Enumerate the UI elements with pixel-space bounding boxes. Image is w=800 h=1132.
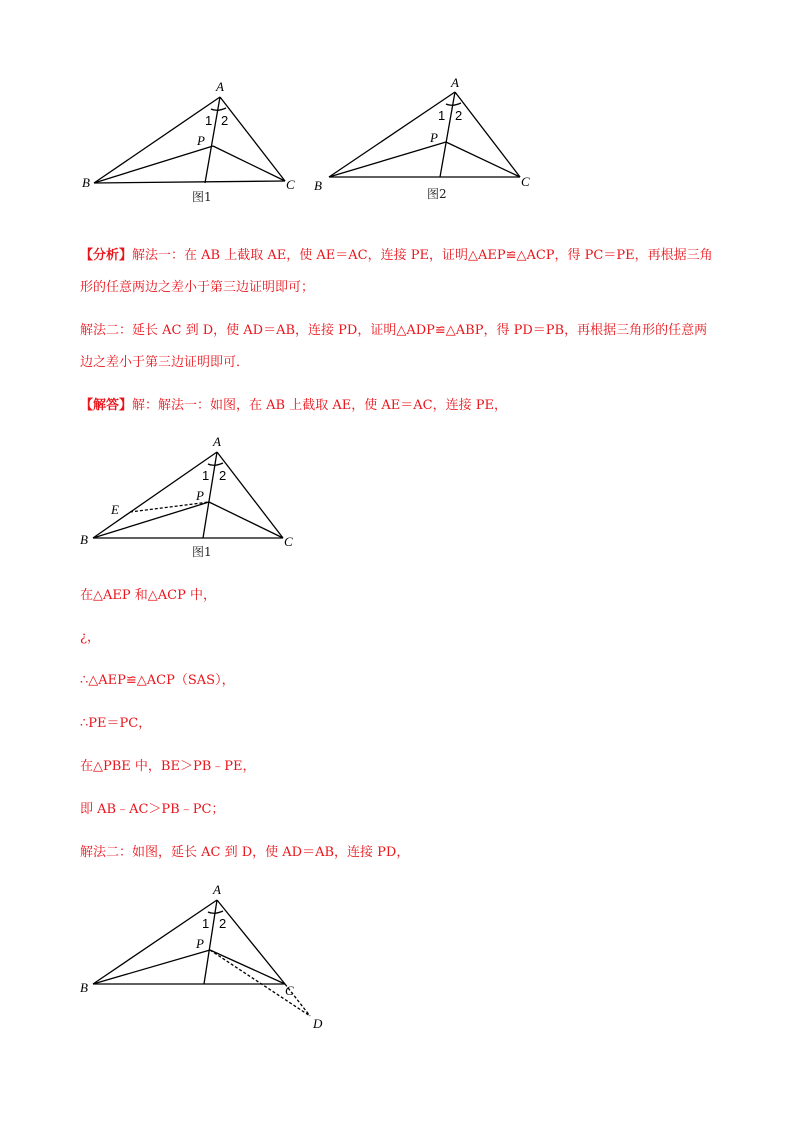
angle-2-label: 2 — [221, 113, 229, 128]
label-a: A — [216, 79, 224, 94]
analysis-line-2: 形的任意两边之差小于第三边证明即可； — [80, 280, 315, 295]
label-d: D — [313, 1016, 323, 1031]
segment-bp — [94, 146, 213, 183]
figure-caption: 图1 — [192, 190, 212, 204]
answer-tag: 【解答】 — [80, 398, 133, 413]
label-b: B — [82, 175, 90, 190]
label-p: P — [196, 936, 204, 951]
label-a: A — [451, 75, 459, 90]
method2-line-1: 解法二：延长 AC 到 D，使 AD＝AB，连接 PD，证明△ADP≌△ABP，得 PD＝PB，再根据三角形的任意两 — [80, 323, 708, 338]
angle-2-label: 2 — [455, 108, 463, 123]
figure-caption: 图2 — [427, 187, 447, 201]
segment-pd-dashed — [210, 950, 310, 1016]
label-b: B — [80, 532, 88, 547]
analysis-line-1 — [80, 246, 740, 266]
figure-4 — [78, 880, 338, 1040]
label-c: C — [284, 534, 293, 549]
answer-text: 解：解法一：如图，在 AB 上截取 AE，使 AE＝AC，连接 PE， — [132, 398, 507, 413]
method2-line-2: 边之差小于第三边证明即可． — [80, 355, 250, 370]
step-in-triangles: 在△AEP 和△ACP 中， — [80, 588, 216, 603]
label-p: P — [196, 488, 204, 503]
label-p: P — [197, 133, 205, 148]
answer-line-1 — [80, 396, 740, 416]
segment-pc — [213, 146, 285, 181]
figure-3 — [78, 432, 308, 572]
step-conclusion: 即 AB﹣AC＞PB﹣PC； — [80, 802, 225, 817]
edge-ac — [220, 97, 285, 181]
label-c: C — [286, 177, 295, 192]
step-in-pbe: 在△PBE 中，BE＞PB﹣PE， — [80, 759, 256, 774]
figure-2 — [312, 72, 542, 212]
label-b: B — [314, 178, 322, 193]
step-garbled: ¿， — [80, 630, 100, 645]
label-e: E — [111, 502, 119, 517]
label-c: C — [285, 983, 294, 998]
label-c: C — [521, 174, 530, 189]
angle-1-label: 1 — [202, 468, 210, 483]
angle-1-label: 1 — [205, 113, 213, 128]
figure-caption: 图1 — [192, 545, 212, 559]
angle-2-label: 2 — [219, 916, 227, 931]
step-pe-pc: ∴PE＝PC， — [80, 716, 152, 731]
method2-answer: 解法二：如图，延长 AC 到 D，使 AD＝AB，连接 PD， — [80, 845, 410, 860]
label-a: A — [213, 434, 221, 449]
step-congruent: ∴△AEP≌△ACP（SAS）， — [80, 673, 235, 688]
label-a: A — [213, 882, 221, 897]
analysis-text: 解法一：在 AB 上截取 AE，使 AE＝AC，连接 PE，证明△AEP≌△ACP，得 PC＝PE，再根据三角 — [132, 248, 713, 263]
figure-1 — [80, 75, 310, 215]
label-b: B — [80, 980, 88, 995]
label-p: P — [430, 130, 438, 145]
angle-1-label: 1 — [438, 108, 446, 123]
angle-2-label: 2 — [219, 468, 227, 483]
edge-bc — [94, 181, 285, 183]
angle-1-label: 1 — [202, 916, 210, 931]
analysis-tag: 【分析】 — [80, 248, 133, 263]
